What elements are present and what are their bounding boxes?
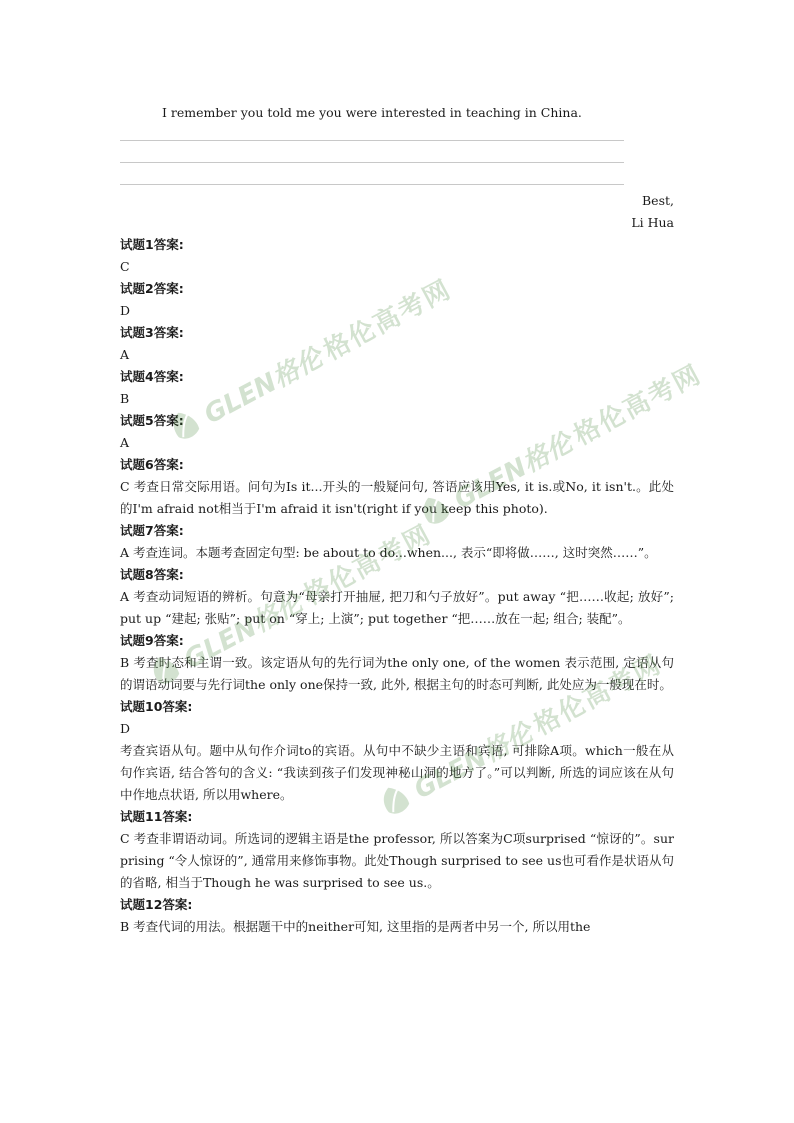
- answer-heading: 试题12答案:: [120, 897, 193, 912]
- answer-heading: 试题7答案:: [120, 523, 184, 538]
- writing-line-1: [120, 140, 624, 141]
- watermark-name: 格伦高考网: [319, 274, 457, 367]
- answer-text: D: [120, 303, 131, 318]
- answer-text: C 考查日常交际用语。问句为Is it...开头的一般疑问句, 答语应该用Yes, it is.或No, it isn't.。此处的I'm afraid not相当于I'm afraid it isn't(right if you keep this photo).: [120, 479, 674, 516]
- answer-11: [120, 806, 674, 894]
- answer-heading: 试题5答案:: [120, 413, 184, 428]
- answer-9: [120, 630, 674, 696]
- watermark-brand: GLEN格伦: [179, 587, 308, 676]
- answer-text: A: [120, 435, 130, 450]
- answer-3: [120, 322, 674, 366]
- letter-signature: Li Hua: [631, 215, 674, 230]
- letter-closing: Best,: [642, 193, 674, 208]
- answer-heading: 试题1答案:: [120, 237, 184, 252]
- answer-8: [120, 564, 674, 630]
- answer-text: D: [120, 721, 131, 736]
- letter-body-line: I remember you told me you were interested in teaching in China.: [162, 105, 582, 120]
- watermark-name: 格伦高考网: [299, 519, 437, 612]
- writing-line-2: [120, 162, 624, 163]
- answer-list: [120, 234, 674, 938]
- watermark-name: 格伦高考网: [529, 649, 667, 742]
- answer-text: B 考查代词的用法。根据题干中的neither可知, 这里指的是两者中另一个, 所以用the: [120, 919, 591, 934]
- answer-heading: 试题4答案:: [120, 369, 184, 384]
- answer-heading: 试题3答案:: [120, 325, 184, 340]
- answer-6: [120, 454, 674, 520]
- answer-text: C 考查非谓语动词。所选词的逻辑主语是the professor, 所以答案为C项surprised “惊讶的”。surprising “令人惊讶的”, 通常用来修饰事物。此处Though surprised to see us也可看作是状语从句的省略, 相当于Though he was surprised to see us.。: [120, 831, 675, 890]
- answer-explanation: 考查宾语从句。题中从句作介词to的宾语。从句中不缺少主语和宾语, 可排除A项。which一般在从句作宾语, 结合答句的含义: “我读到孩子们发现神秘山洞的地方了。”可以判断, 所选的词应该在从句中作地点状语, 所以用where。: [120, 743, 674, 802]
- answer-text: C: [120, 259, 130, 274]
- watermark-brand: GLEN格伦: [409, 717, 538, 806]
- answer-heading: 试题11答案:: [120, 809, 193, 824]
- watermark-brand: GLEN格伦: [199, 342, 328, 431]
- answer-12: [120, 894, 674, 938]
- watermark-brand: GLEN格伦: [449, 427, 578, 516]
- answer-heading: 试题6答案:: [120, 457, 184, 472]
- answer-5: [120, 410, 674, 454]
- answer-10: [120, 696, 674, 806]
- answer-heading: 试题2答案:: [120, 281, 184, 296]
- writing-line-3: [120, 184, 624, 185]
- answer-2: [120, 278, 674, 322]
- answer-1: [120, 234, 674, 278]
- answer-4: [120, 366, 674, 410]
- answer-heading: 试题9答案:: [120, 633, 184, 648]
- answer-7: [120, 520, 674, 564]
- answer-text: A 考查连词。本题考查固定句型: be about to do...when..., 表示“即将做……, 这时突然……”。: [120, 545, 657, 560]
- answer-heading: 试题8答案:: [120, 567, 184, 582]
- answer-heading: 试题10答案:: [120, 699, 193, 714]
- answer-text: A: [120, 347, 130, 362]
- answer-text: B 考查时态和主谓一致。该定语从句的先行词为the only one, of the women 表示范围, 定语从句的谓语动词要与先行词the only one保持一致, 此外, 根据主句的时态可判断, 此处应为一般现在时。: [120, 655, 674, 692]
- answer-text: B: [120, 391, 130, 406]
- watermark-name: 格伦高考网: [569, 359, 707, 452]
- answer-text: A 考查动词短语的辨析。句意为“母亲打开抽屉, 把刀和勺子放好”。put away “把……收起; 放好”; put up “建起; 张贴”; put on “穿上; 上演”; put together “把……放在一起; 组合; 装配”。: [120, 589, 674, 626]
